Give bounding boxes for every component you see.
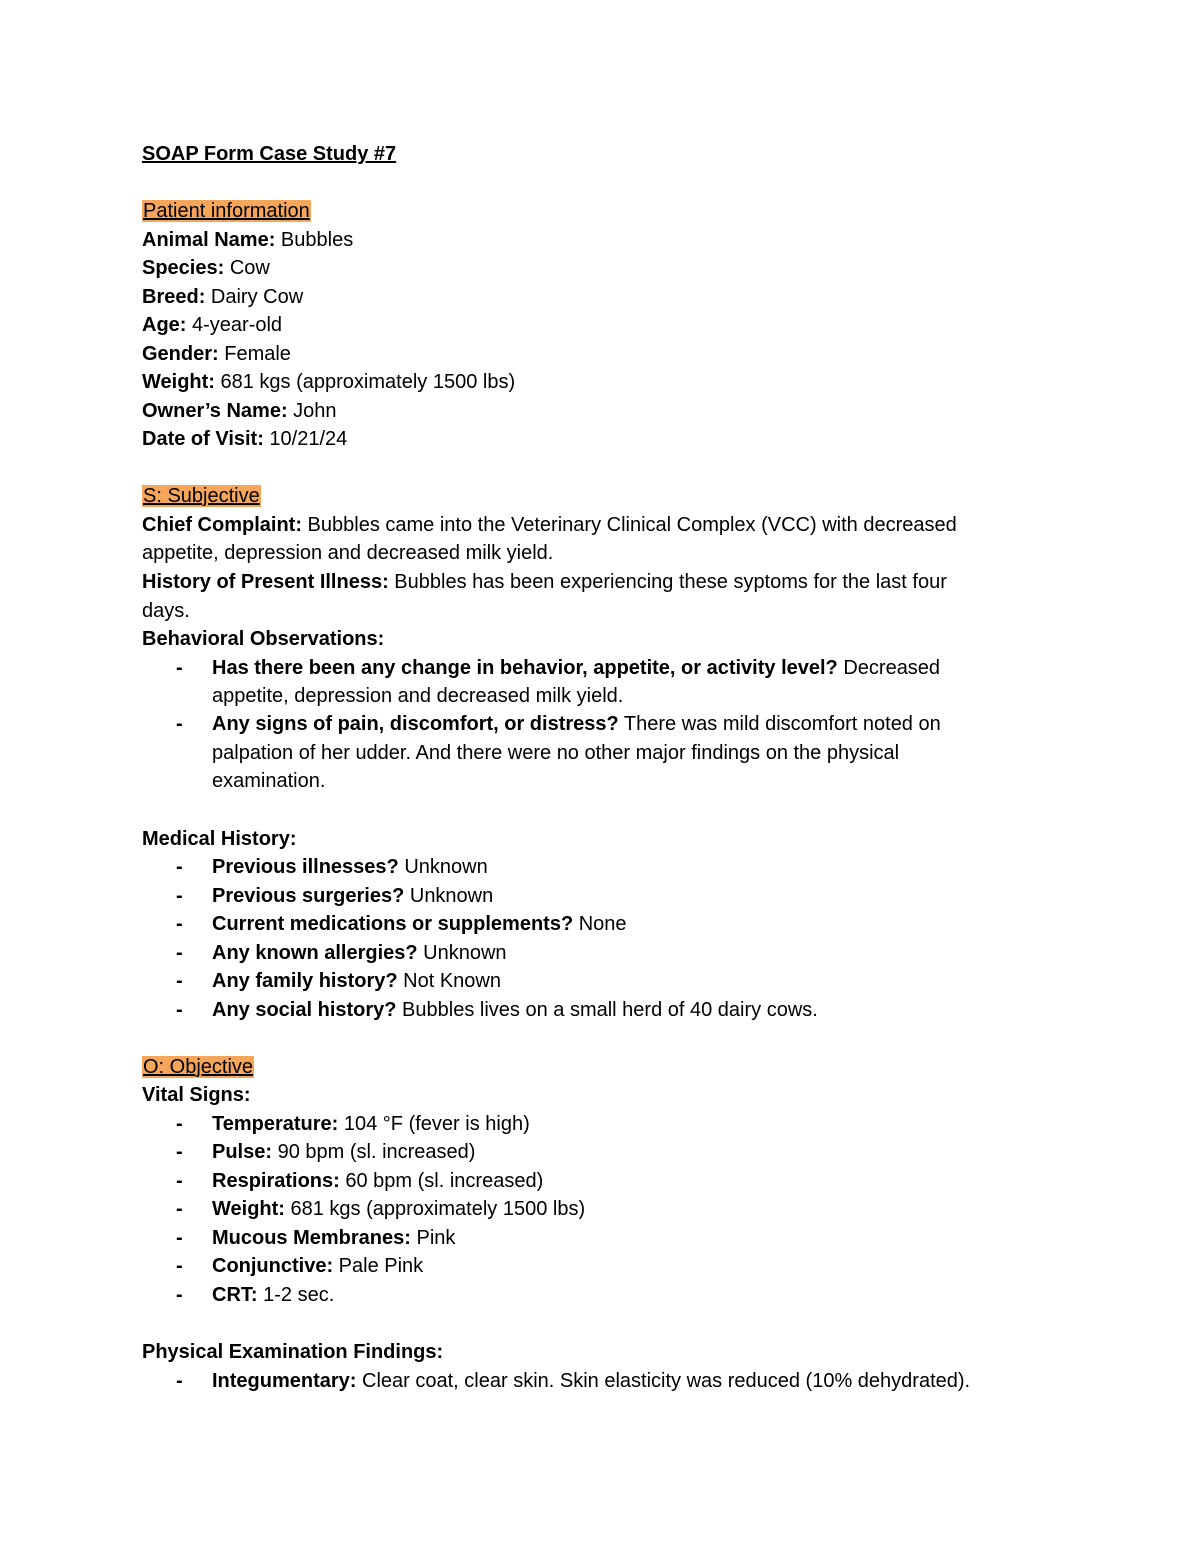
medical-history-item bbox=[212, 939, 507, 967]
field-value: Female bbox=[218, 343, 291, 365]
patient-info-heading-text: Patient information bbox=[143, 200, 310, 222]
bullet-dash: - bbox=[176, 885, 183, 907]
bullet-dash: - bbox=[176, 1113, 183, 1135]
hpi-text: Bubbles has been experiencing these syptoms for the last four bbox=[388, 571, 947, 593]
hpi-continued: days. bbox=[142, 600, 190, 622]
behavior-item bbox=[212, 654, 940, 682]
field-species bbox=[142, 254, 270, 282]
objective-heading-text: O: Objective bbox=[143, 1056, 254, 1078]
vital-value: Pale Pink bbox=[333, 1255, 424, 1277]
exam-value: Clear coat, clear skin. Skin elasticity was reduced (10% dehydrated). bbox=[356, 1370, 971, 1392]
bullet-dash: - bbox=[176, 942, 183, 964]
field-value: Dairy Cow bbox=[205, 286, 304, 308]
field-value: 4-year-old bbox=[186, 314, 283, 336]
vital-label: Respirations: bbox=[212, 1170, 340, 1192]
field-label: Age: bbox=[142, 314, 187, 336]
medical-question: Current medications or supplements? bbox=[212, 913, 574, 935]
vital-value: Pink bbox=[410, 1227, 456, 1249]
medical-history-item bbox=[212, 996, 818, 1024]
medical-answer: Not Known bbox=[397, 970, 501, 992]
behavior-item bbox=[212, 710, 941, 738]
field-label: Date of Visit: bbox=[142, 428, 264, 450]
medical-history-item bbox=[212, 967, 501, 995]
physical-exam-label: Physical Examination Findings: bbox=[142, 1341, 444, 1363]
chief-complaint-continued: appetite, depression and decreased milk yield. bbox=[142, 542, 554, 564]
medical-answer: Unknown bbox=[404, 885, 494, 907]
vital-label: Pulse: bbox=[212, 1141, 273, 1163]
medical-history-item bbox=[212, 882, 493, 910]
vital-sign-item bbox=[212, 1252, 423, 1280]
medical-history-item bbox=[212, 910, 627, 938]
field-owner-name bbox=[142, 397, 337, 425]
field-value: John bbox=[287, 400, 337, 422]
vital-label: Mucous Membranes: bbox=[212, 1227, 411, 1249]
bullet-dash: - bbox=[176, 1255, 183, 1277]
hpi-label: History of Present Illness: bbox=[142, 571, 389, 593]
medical-answer: None bbox=[573, 913, 627, 935]
field-label: Animal Name: bbox=[142, 229, 276, 251]
bullet-dash: - bbox=[176, 1284, 183, 1306]
medical-question: Previous surgeries? bbox=[212, 885, 405, 907]
field-value: Bubbles bbox=[275, 229, 354, 251]
vital-value: 60 bpm (sl. increased) bbox=[339, 1170, 544, 1192]
vital-label: Weight: bbox=[212, 1198, 285, 1220]
medical-answer: Bubbles lives on a small herd of 40 dairy cows. bbox=[396, 999, 818, 1021]
field-label: Breed: bbox=[142, 286, 206, 308]
field-date-of-visit bbox=[142, 425, 347, 453]
medical-question: Any family history? bbox=[212, 970, 398, 992]
bullet-dash: - bbox=[176, 1227, 183, 1249]
vital-signs-label: Vital Signs: bbox=[142, 1084, 251, 1106]
document-title: SOAP Form Case Study #7 bbox=[142, 143, 397, 165]
medical-question: Previous illnesses? bbox=[212, 856, 399, 878]
field-value: Cow bbox=[224, 257, 270, 279]
physical-exam-item bbox=[212, 1367, 970, 1395]
bullet-dash: - bbox=[176, 1198, 183, 1220]
behavior-answer: There was mild discomfort noted on bbox=[618, 713, 941, 735]
vital-value: 104 °F (fever is high) bbox=[338, 1113, 530, 1135]
bullet-dash: - bbox=[176, 713, 183, 735]
behavior-answer: Decreased bbox=[837, 657, 941, 679]
field-label: Owner’s Name: bbox=[142, 400, 288, 422]
field-label: Gender: bbox=[142, 343, 219, 365]
medical-history-item bbox=[212, 853, 488, 881]
vital-sign-item bbox=[212, 1224, 455, 1252]
field-age bbox=[142, 311, 282, 339]
vital-sign-item bbox=[212, 1167, 543, 1195]
field-gender bbox=[142, 340, 291, 368]
behavior-answer-continued: appetite, depression and decreased milk yield. bbox=[212, 685, 624, 707]
vital-value: 681 kgs (approximately 1500 lbs) bbox=[284, 1198, 586, 1220]
field-value: 681 kgs (approximately 1500 lbs) bbox=[214, 371, 516, 393]
behavioral-observations-label: Behavioral Observations: bbox=[142, 628, 385, 650]
behavior-answer-continued: palpation of her udder. And there were no other major findings on the physical bbox=[212, 742, 900, 764]
vital-sign-item bbox=[212, 1195, 585, 1223]
bullet-dash: - bbox=[176, 1170, 183, 1192]
field-animal-name bbox=[142, 226, 353, 254]
behavior-question: Has there been any change in behavior, appetite, or activity level? bbox=[212, 657, 838, 679]
history-present-illness bbox=[142, 568, 947, 596]
chief-complaint-label: Chief Complaint: bbox=[142, 514, 302, 536]
chief-complaint-text: Bubbles came into the Veterinary Clinical Complex (VCC) with decreased bbox=[302, 514, 957, 536]
medical-history-label: Medical History: bbox=[142, 828, 297, 850]
bullet-dash: - bbox=[176, 657, 183, 679]
bullet-dash: - bbox=[176, 999, 183, 1021]
vital-label: Temperature: bbox=[212, 1113, 339, 1135]
vital-label: Conjunctive: bbox=[212, 1255, 334, 1277]
patient-info-heading bbox=[142, 197, 311, 225]
bullet-dash: - bbox=[176, 1370, 183, 1392]
subjective-heading bbox=[142, 482, 261, 510]
behavior-question: Any signs of pain, discomfort, or distress? bbox=[212, 713, 619, 735]
bullet-dash: - bbox=[176, 913, 183, 935]
field-weight bbox=[142, 368, 515, 396]
vital-value: 1-2 sec. bbox=[257, 1284, 335, 1306]
bullet-dash: - bbox=[176, 856, 183, 878]
bullet-dash: - bbox=[176, 970, 183, 992]
bullet-dash: - bbox=[176, 1141, 183, 1163]
vital-sign-item bbox=[212, 1138, 475, 1166]
behavior-answer-continued: examination. bbox=[212, 770, 326, 792]
field-label: Weight: bbox=[142, 371, 215, 393]
field-breed bbox=[142, 283, 303, 311]
vital-value: 90 bpm (sl. increased) bbox=[272, 1141, 476, 1163]
exam-label: Integumentary: bbox=[212, 1370, 357, 1392]
medical-answer: Unknown bbox=[417, 942, 507, 964]
subjective-heading-text: S: Subjective bbox=[143, 485, 260, 507]
vital-label: CRT: bbox=[212, 1284, 258, 1306]
medical-question: Any social history? bbox=[212, 999, 397, 1021]
objective-heading bbox=[142, 1053, 254, 1081]
medical-answer: Unknown bbox=[398, 856, 488, 878]
vital-sign-item bbox=[212, 1110, 530, 1138]
field-label: Species: bbox=[142, 257, 225, 279]
chief-complaint bbox=[142, 511, 957, 539]
field-value: 10/21/24 bbox=[263, 428, 348, 450]
medical-question: Any known allergies? bbox=[212, 942, 418, 964]
vital-sign-item bbox=[212, 1281, 334, 1309]
